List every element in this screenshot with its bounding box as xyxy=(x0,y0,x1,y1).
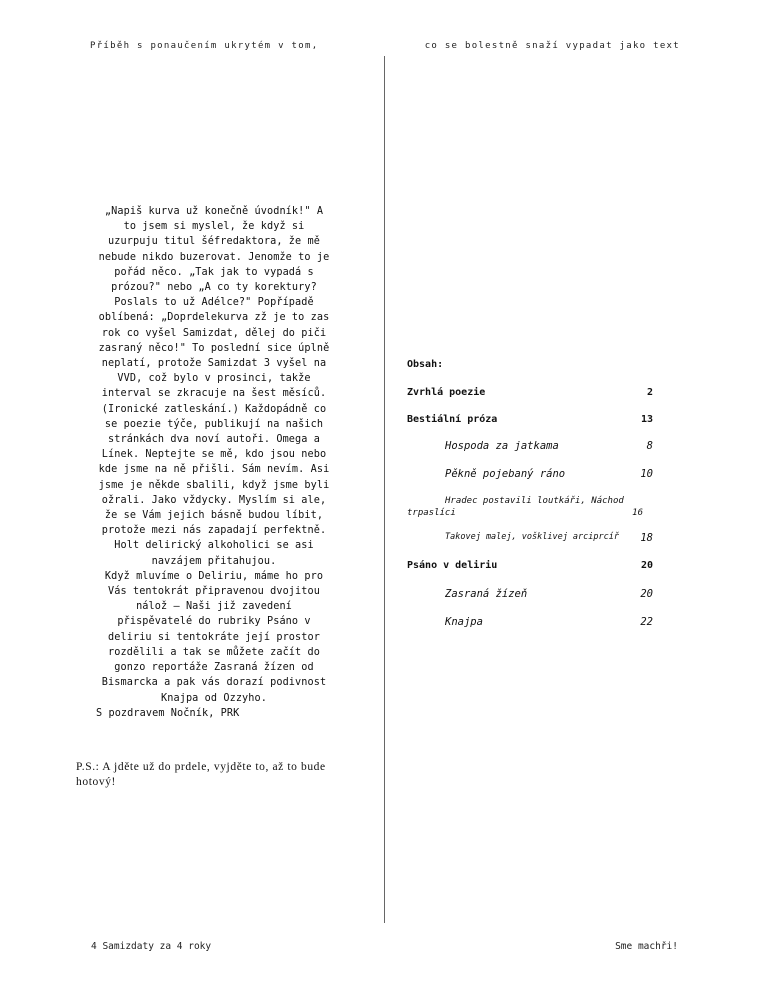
toc-entry-label: Zvrhlá poezie xyxy=(407,387,486,398)
toc-entry-label: Hospoda za jatkama xyxy=(445,440,559,452)
toc-entry-page: 8 xyxy=(646,440,653,452)
toc-entry-label: Knajpa xyxy=(445,616,483,628)
toc-entry-page: 20 xyxy=(640,588,653,600)
toc-entry-label: Takovej malej, vošklivej arciprcíř xyxy=(445,532,619,542)
running-header-left: Příběh s ponaučením ukrytém v tom, xyxy=(90,41,319,51)
column-divider xyxy=(384,56,385,923)
toc-title: Obsah: xyxy=(407,359,444,370)
toc-entry-page: 13 xyxy=(640,414,653,425)
footer-left: 4 Samizdaty za 4 roky xyxy=(91,941,212,952)
toc-entry-page: 10 xyxy=(640,468,653,480)
postscript: P.S.: A jděte už do prdele, vyjděte to, až to bude hotový! xyxy=(76,761,326,788)
toc-entry-label-continued: trpaslíci xyxy=(407,508,456,518)
toc-entry-label: Zasraná žízeň xyxy=(445,588,528,600)
toc-entry-label: Pěkně pojebaný ráno xyxy=(445,468,566,480)
toc-entry-label: Bestiální próza xyxy=(407,414,498,425)
editorial-paragraph-1: „Napiš kurva už konečně úvodník!" A to jsem si myslel, že když si uzurpuju titul šéfredaktora, že mě nebude nikdo buzerovat. Jenomže to je pořád něco. „Tak jak to vypadá s prózou?" nebo „A co ty korektury? Poslals to už Adélce?" Popřípadě oblíbená: „Doprdelekurva zž je to zas rok co vyšel Samizdat, dělej do piči zasraný něco!" To poslední sice úplně neplatí, protože Samizdat 3 vyšel na VVD, což bylo v prosinci, takže interval se zkracuje na šest měsíců. (Ironické zatleskání.) Každopádně co se poezie týče, publikují na našich stránkách dva noví autoři. Omega a Línek. Neptejte se mě, kdo jsou nebo kde jsme na ně přišli. Sám nevím. Asi jsme je někde sbalili, když jsme byli ožrali. Jako vždycky. Myslím si ale, že se Vám jejich básně budou líbit, protože mezi nás zapadají perfektně. Holt delirický alkoholici se asi navzájem přitahujou. xyxy=(98,206,330,567)
footer-right: Sme machři! xyxy=(615,941,678,952)
toc-entry[interactable] xyxy=(407,496,653,522)
toc-entry-page: 18 xyxy=(640,532,653,544)
editorial-paragraph-2: Když mluvíme o Deliriu, máme ho pro Vás tentokrát připravenou dvojitou nálož — Naši již zavedení přispěvatelé do rubriky Psáno v deliriu si tentokráte její prostor rozdělili a tak se můžete začít do gonzo reportáže Zasraná žízen od Bismarcka a pak vás dorazí podivnost Knajpa od Ozzyho. xyxy=(101,570,327,704)
toc-entry-page: 22 xyxy=(640,616,653,628)
editorial-text xyxy=(96,204,332,721)
toc-entry-label: Hradec postavili loutkáři, Náchod xyxy=(445,496,624,506)
editorial-signature: S pozdravem Nočník, PRK xyxy=(96,707,240,719)
running-header-right: co se bolestně snaží vypadat jako text xyxy=(424,41,680,51)
toc-entry-page: 16 xyxy=(632,508,643,518)
toc-entry-page: 2 xyxy=(646,387,653,398)
toc-entry-label: Psáno v deliriu xyxy=(407,560,498,571)
toc-entry-page: 20 xyxy=(640,560,653,571)
